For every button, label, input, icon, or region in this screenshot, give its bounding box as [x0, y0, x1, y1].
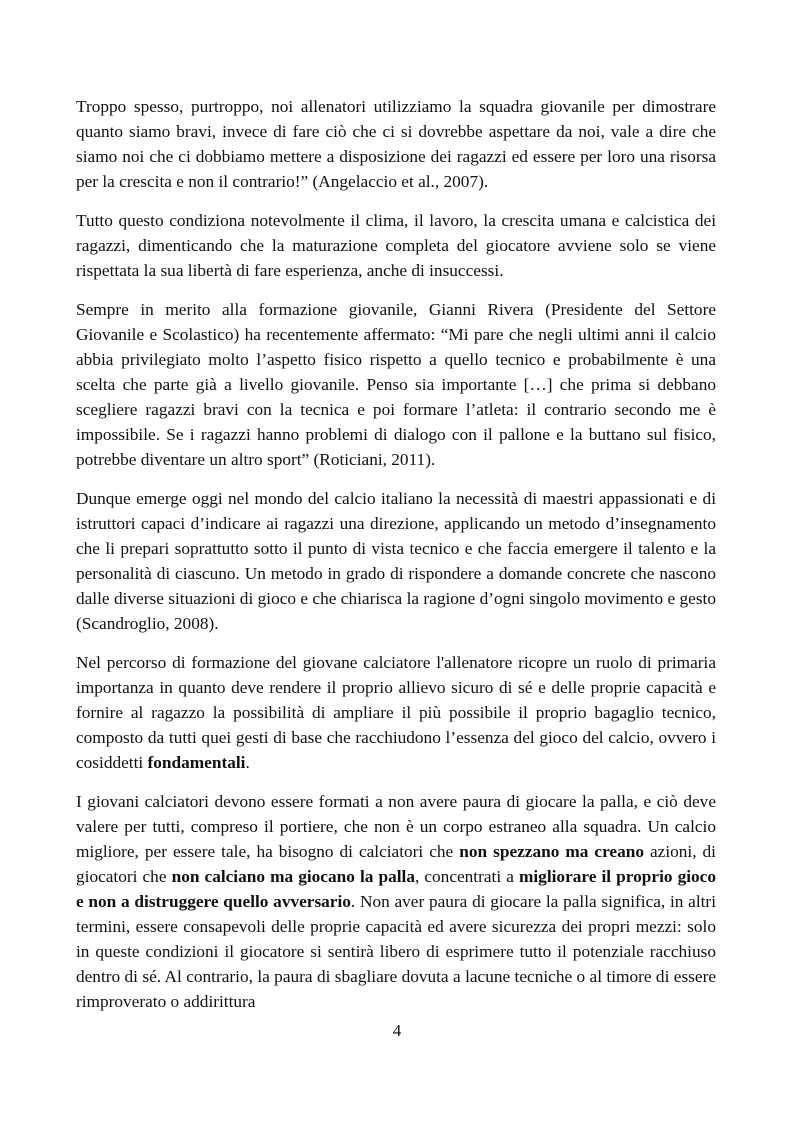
paragraph-2-text: Tutto questo condiziona notevolmente il clima, il lavoro, la crescita umana e calcistica dei ragazzi, dimenticando che la maturazione completa del giocatore avviene solo se viene rispettata la sua libertà di fare esperienza, anche di insuccessi.: [76, 211, 716, 280]
paragraph-1-text: Troppo spesso, purtroppo, noi allenatori utilizziamo la squadra giovanile per dimostrare quanto siamo bravi, invece di fare ciò che ci si dovrebbe aspettare da noi, vale a dire che siamo noi che ci dobbiamo mettere a disposizione dei ragazzi ed essere per loro una risorsa per la crescita e non il contrario!” (Angelaccio et al., 2007).: [76, 97, 716, 191]
paragraph-5: [76, 650, 716, 775]
paragraph-2: [76, 208, 716, 283]
paragraph-5-text: Nel percorso di formazione del giovane calciatore l'allenatore ricopre un ruolo di primaria importanza in quanto deve rendere il proprio allievo sicuro di sé e delle proprie capacità e fornire al ragazzo la possibilità di ampliare il più possibile il proprio bagaglio tecnico, composto da tutti quei gesti di base che racchiudono l’essenza del gioco del calcio, ovvero i cosiddetti: [76, 653, 716, 772]
paragraph-6-bold-migliorare: migliorare il proprio gioco e non a distruggere quello avversario: [76, 867, 716, 911]
paragraph-6-text-2: azioni, di giocatori che: [76, 842, 716, 886]
paragraph-5-text-end: .: [245, 753, 250, 772]
document-body: [76, 94, 716, 1028]
paragraph-4-text: Dunque emerge oggi nel mondo del calcio italiano la necessità di maestri appassionati e di istruttori capaci d’indicare ai ragazzi una direzione, applicando un metodo d’insegnamento che li prepari soprattutto sotto il punto di vista tecnico e che faccia emergere il talento e la personalità di ciascuno. Un metodo in grado di rispondere a domande concrete che nascono dalle diverse situazioni di gioco e che chiarisca la ragione d’ogni singolo movimento e gesto (Scandroglio, 2008).: [76, 489, 716, 633]
paragraph-4: [76, 486, 716, 636]
paragraph-3: [76, 297, 716, 472]
paragraph-6-text-3: , concentrati a: [414, 867, 519, 886]
paragraph-6-text-4: . Non aver paura di giocare la palla significa, in altri termini, essere consapevoli delle proprie capacità ed avere sicurezza dei propri mezzi: solo in queste condizioni il giocatore si sentirà libero di esprimere tutto il potenziale racchiuso dentro di sé. Al contrario, la paura di sbagliare dovuta a lacune tecniche o al timore di essere rimproverato o addirittura: [76, 892, 716, 1011]
paragraph-3-text: Sempre in merito alla formazione giovanile, Gianni Rivera (Presidente del Settore Giovanile e Scolastico) ha recentemente affermato: “Mi pare che negli ultimi anni il calcio abbia privilegiato molto l’aspetto fisico rispetto a quello tecnico e probabilmente è una scelta che parte già a livello giovanile. Penso sia importante […] che prima si debbano scegliere ragazzi bravi con la tecnica e poi formare l’atleta: il contrario secondo me è impossibile. Se i ragazzi hanno problemi di dialogo con il pallone e la buttano sul fisico, potrebbe diventare un altro sport” (Roticiani, 2011).: [76, 300, 716, 469]
paragraph-5-bold-fondamentali: fondamentali: [147, 753, 246, 772]
page-number: 4: [392, 1021, 402, 1040]
paragraph-6-bold-giocano: non calciano ma giocano la palla: [171, 867, 415, 886]
paragraph-1: [76, 94, 716, 194]
paragraph-6: [76, 789, 716, 1014]
paragraph-6-bold-creano: non spezzano ma creano: [459, 842, 644, 861]
paragraph-6-text: I giovani calciatori devono essere formati a non avere paura di giocare la palla, e ciò deve valere per tutti, compreso il portiere, che non è un corpo estraneo alla squadra. Un calcio migliore, per essere tale, ha bisogno di calciatori che: [76, 792, 716, 861]
